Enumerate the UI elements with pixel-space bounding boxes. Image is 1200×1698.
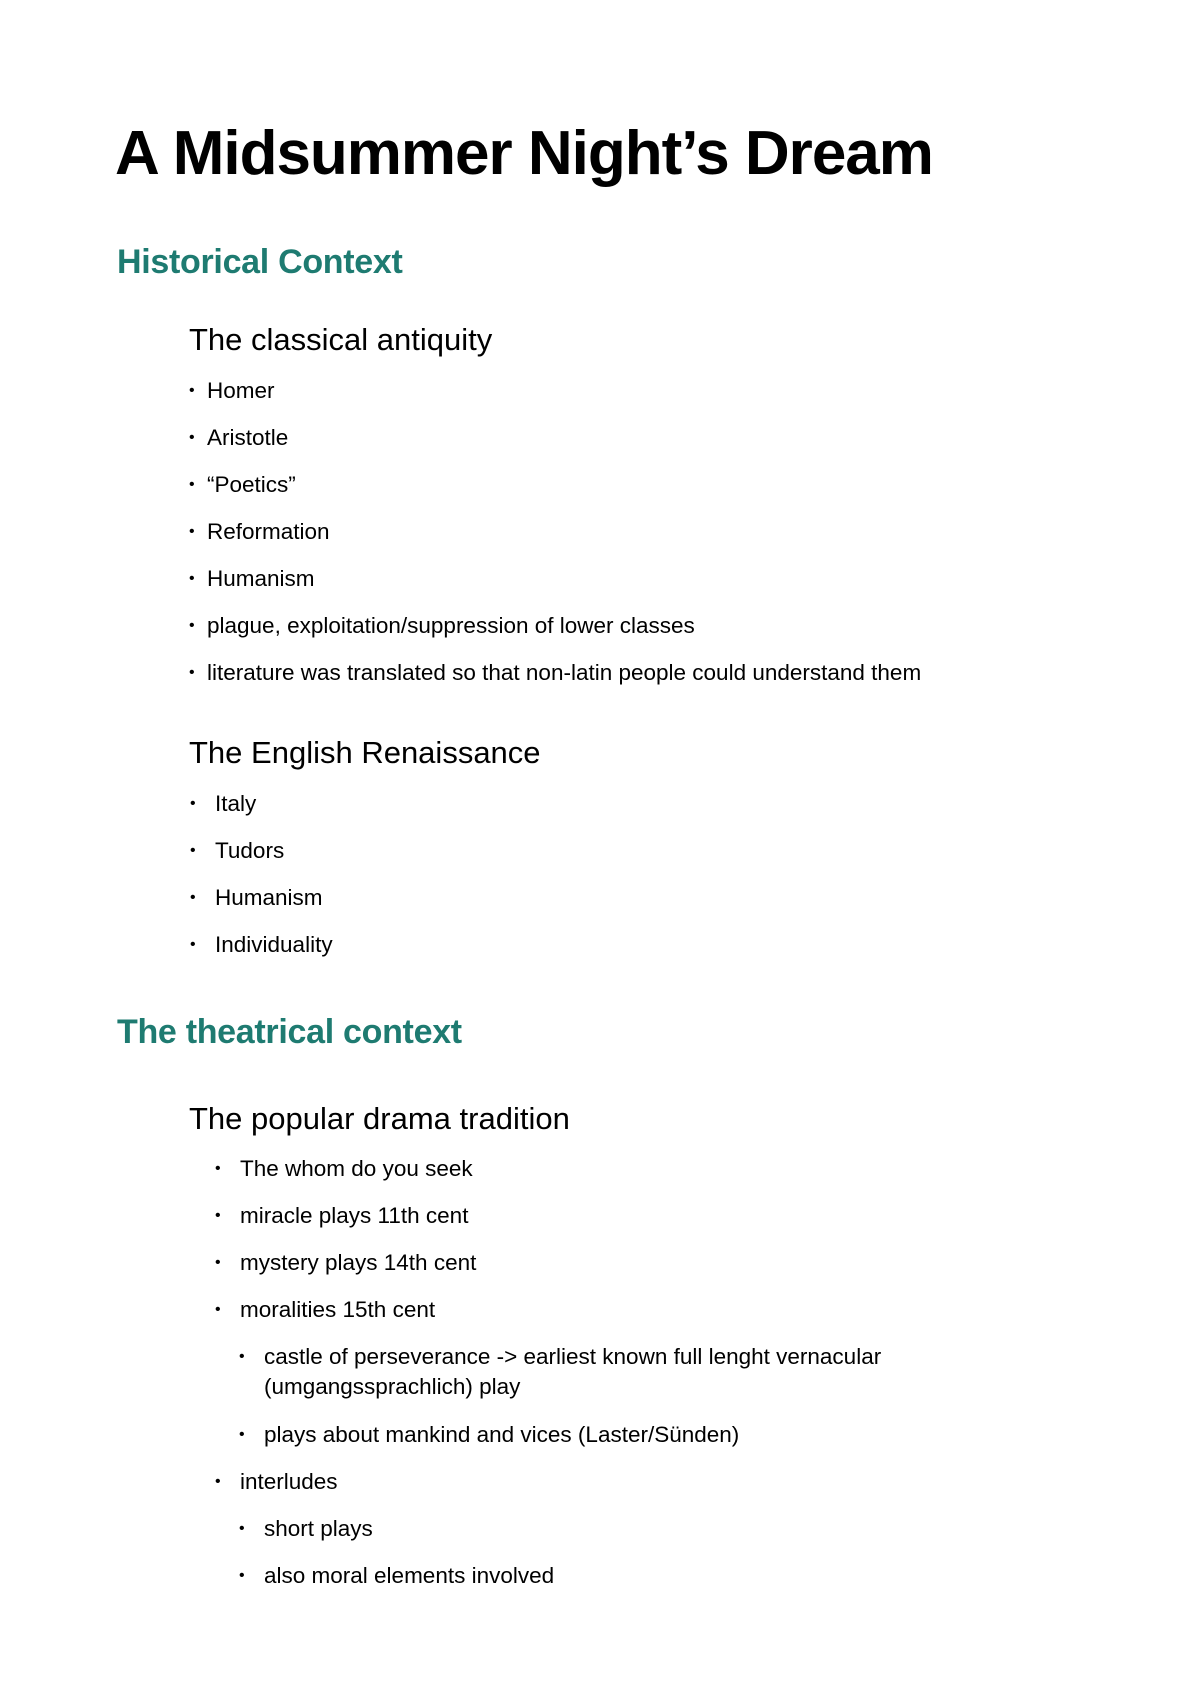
bullet-icon: • — [215, 1301, 221, 1318]
bullet-icon: • — [189, 476, 195, 493]
list-item: Homer — [207, 378, 275, 403]
bullet-icon: • — [239, 1567, 245, 1584]
list-item: miracle plays 11th cent — [240, 1203, 469, 1228]
subsection-heading-popular-drama: The popular drama tradition — [189, 1101, 570, 1136]
list-item: literature was translated so that non-latin people could understand them — [207, 660, 922, 685]
bullet-icon: • — [189, 617, 195, 634]
list-item: plays about mankind and vices (Laster/Sünden) — [264, 1422, 740, 1447]
subsection-heading-classical-antiquity: The classical antiquity — [189, 322, 493, 357]
bullet-icon: • — [215, 1207, 221, 1224]
list-item: interludes — [240, 1469, 338, 1494]
subsection-heading-english-renaissance: The English Renaissance — [189, 735, 541, 770]
list-item: Reformation — [207, 519, 330, 544]
bullet-icon: • — [189, 382, 195, 399]
bullet-icon: • — [239, 1520, 245, 1537]
list-item: Tudors — [215, 838, 285, 863]
bullet-icon: • — [189, 664, 195, 681]
list-item: short plays — [264, 1516, 373, 1541]
list-item: mystery plays 14th cent — [240, 1250, 477, 1275]
bullet-icon: • — [215, 1160, 221, 1177]
bullet-icon: • — [190, 889, 196, 906]
list-item: castle of perseverance -> earliest known full lenght vernacular (umgangssprachlich) play — [264, 1344, 882, 1399]
section-heading-theatrical-context: The theatrical context — [117, 1013, 462, 1051]
bullet-icon: • — [215, 1473, 221, 1490]
section-heading-historical-context: Historical Context — [117, 243, 403, 281]
bullet-icon: • — [239, 1348, 245, 1365]
list-item: plague, exploitation/suppression of lower classes — [207, 613, 695, 638]
bullet-icon: • — [189, 523, 195, 540]
list-item: Individuality — [215, 932, 333, 957]
bullet-icon: • — [189, 429, 195, 446]
bullet-icon: • — [215, 1254, 221, 1271]
list-item: Humanism — [215, 885, 323, 910]
list-item: Humanism — [207, 566, 315, 591]
list-item: also moral elements involved — [264, 1563, 555, 1588]
bullet-icon: • — [190, 842, 196, 859]
list-item: Italy — [215, 791, 257, 816]
list-item: The whom do you seek — [240, 1156, 473, 1181]
list-item: “Poetics” — [207, 472, 296, 497]
bullet-icon: • — [189, 570, 195, 587]
document-title: A Midsummer Night’s Dream — [115, 119, 933, 188]
bullet-icon: • — [190, 936, 196, 953]
bullet-icon: • — [239, 1426, 245, 1443]
list-item: Aristotle — [207, 425, 289, 450]
list-item: moralities 15th cent — [240, 1297, 436, 1322]
bullet-icon: • — [190, 795, 196, 812]
